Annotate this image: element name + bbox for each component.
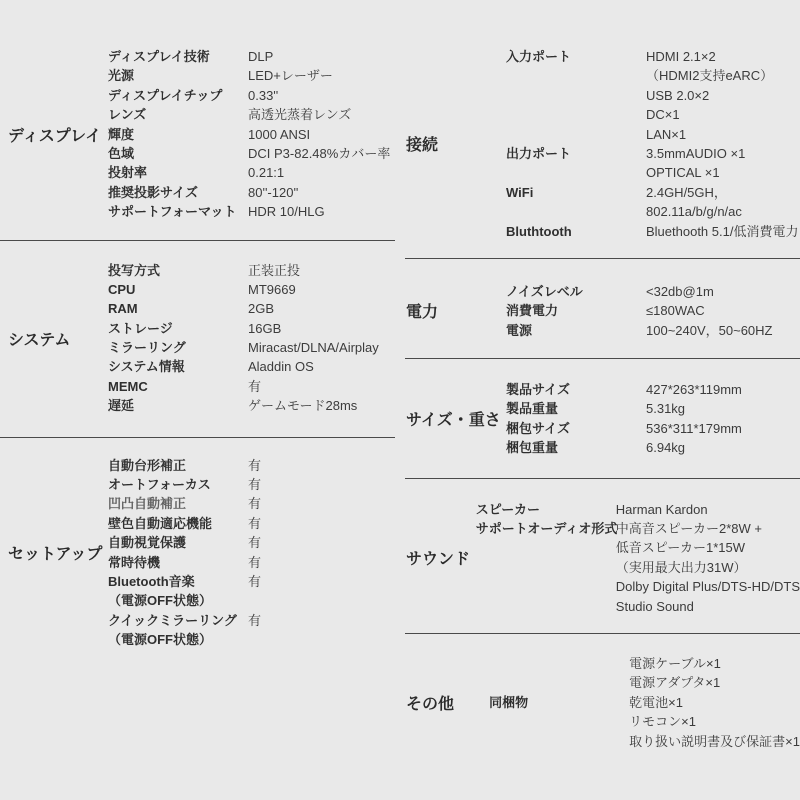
- spec-value-cell: [616, 500, 708, 519]
- spec-label: 投写方式: [108, 262, 161, 278]
- spec-label-cell: [506, 419, 646, 438]
- spec-row: [108, 572, 400, 611]
- spec-value: Bluethooth 5.1/低消費電力: [646, 223, 799, 239]
- spec-row: [506, 282, 800, 301]
- spec-label: 自動台形補正: [108, 457, 187, 473]
- spec-label: スピーカー: [475, 501, 541, 517]
- spec-row: [108, 475, 400, 494]
- spec-value: 有: [248, 515, 262, 531]
- spec-value: 100~240V，50~60HZ: [646, 322, 773, 338]
- spec-rows: [108, 456, 400, 650]
- spec-value: 有: [248, 612, 262, 628]
- section-power: [405, 259, 800, 358]
- spec-value: DLP: [248, 49, 274, 64]
- spec-label: 梱包サイズ: [506, 420, 570, 436]
- spec-label-cell: [108, 572, 248, 611]
- spec-label: 梱包重量: [506, 440, 559, 456]
- spec-label-cell: [506, 438, 646, 457]
- spec-label-cell: [108, 357, 248, 376]
- section-title-others: その他: [406, 695, 455, 713]
- spec-value: OPTICAL ×1: [646, 165, 720, 181]
- spec-label-cell: [108, 105, 248, 124]
- spec-value: 2GB: [248, 301, 275, 317]
- spec-label: 色域: [108, 145, 135, 161]
- spec-value-cell: [248, 514, 261, 533]
- spec-row: [506, 222, 800, 241]
- spec-row: [506, 321, 800, 340]
- spec-value-cell: [248, 533, 261, 552]
- spec-value-cell: [248, 280, 296, 299]
- spec-value-cell: [248, 163, 284, 182]
- spec-value-cell: [248, 66, 333, 85]
- spec-value-cell: [248, 125, 310, 144]
- spec-row: [489, 654, 800, 751]
- spec-label-cell: [108, 280, 248, 299]
- spec-value-cell: [248, 144, 390, 163]
- spec-label: 製品重量: [506, 401, 559, 417]
- spec-label: 常時待機: [108, 554, 161, 570]
- spec-value-cell: [248, 475, 261, 494]
- spec-row: [108, 514, 400, 533]
- spec-label: 光源: [108, 68, 135, 84]
- spec-label: 電源: [506, 322, 533, 338]
- spec-value: HDR 10/HLG: [248, 204, 325, 220]
- spec-row: [476, 500, 800, 519]
- spec-value-cell: [248, 299, 274, 318]
- spec-value: 正装正投: [248, 262, 301, 278]
- spec-label-cell: [108, 202, 248, 221]
- spec-label: 壁色自動適応機能: [108, 515, 213, 531]
- spec-value-cell: [646, 321, 772, 340]
- spec-rows: [489, 654, 800, 751]
- spec-row: [108, 299, 400, 318]
- section-title-setup: セットアップ: [8, 546, 103, 564]
- spec-row: [108, 202, 400, 221]
- spec-label-cell: [108, 475, 248, 494]
- spec-row: [506, 399, 800, 418]
- spec-row: [108, 553, 400, 572]
- spec-label-note: （電源OFF状態）: [108, 632, 212, 648]
- spec-value: （HDMI2支持eARC）: [646, 68, 774, 84]
- spec-value-cell: [646, 183, 742, 222]
- spec-row: [108, 357, 400, 376]
- spec-row: [506, 47, 800, 144]
- spec-value: 1000 ANSI: [248, 126, 311, 142]
- spec-value-cell: [646, 144, 745, 183]
- spec-value-cell: [248, 396, 357, 415]
- spec-label: ミラーリング: [108, 340, 186, 356]
- spec-value-cell: [248, 86, 278, 105]
- spec-value: 中高音スピーカー2*8W +: [615, 521, 763, 537]
- spec-value: 有: [248, 378, 262, 394]
- spec-row: [506, 419, 800, 438]
- spec-value: 427*263*119mm: [646, 382, 742, 398]
- spec-label-cell: [108, 183, 248, 202]
- section-size-weight: [405, 359, 800, 478]
- spec-label: サポートフォーマット: [108, 204, 237, 220]
- spec-value: 電源ケーブル×1: [629, 655, 721, 671]
- spec-value: 低音スピーカー1*15W: [615, 540, 746, 556]
- spec-value-cell: [248, 183, 298, 202]
- section-title-sound: サウンド: [406, 551, 471, 569]
- spec-label-cell: [108, 86, 248, 105]
- spec-label: クイックミラーリング: [108, 612, 237, 628]
- spec-row: [108, 261, 400, 280]
- spec-row: [108, 47, 400, 66]
- spec-label-cell: [506, 380, 646, 399]
- spec-value: 有: [248, 573, 262, 589]
- spec-value: 80''-120'': [248, 184, 299, 200]
- spec-label: ディスプレイ技術: [108, 49, 210, 64]
- spec-label: 同梱物: [489, 694, 529, 710]
- spec-row: [108, 280, 400, 299]
- spec-row: [108, 66, 400, 85]
- spec-value-cell: [646, 399, 685, 418]
- spec-label-cell: [489, 654, 629, 751]
- spec-value-cell: [248, 456, 261, 475]
- spec-value-cell: [248, 338, 379, 357]
- spec-value: MT9669: [248, 281, 296, 297]
- section-title-connectivity: 接続: [406, 137, 439, 155]
- spec-value: 電源アダプタ×1: [629, 675, 721, 691]
- spec-row: [506, 301, 800, 320]
- spec-label-cell: [506, 399, 646, 418]
- spec-label-cell: [506, 183, 646, 222]
- spec-value-cell: [248, 377, 261, 396]
- spec-row: [476, 519, 800, 616]
- spec-row: [108, 163, 400, 182]
- spec-value-cell: [248, 357, 314, 376]
- spec-label-cell: [506, 282, 646, 301]
- spec-label: 遅延: [108, 398, 135, 414]
- spec-label: RAM: [108, 301, 138, 317]
- spec-value: 3.5mmAUDIO ×1: [646, 145, 746, 161]
- spec-row: [108, 125, 400, 144]
- spec-value-cell: [248, 105, 351, 124]
- spec-value-cell: [646, 282, 714, 301]
- spec-label: 消費電力: [506, 303, 559, 319]
- spec-label-cell: [506, 144, 646, 183]
- spec-label: 凹凸自動補正: [108, 496, 187, 512]
- spec-label-cell: [108, 338, 248, 357]
- spec-label: 製品サイズ: [506, 382, 570, 398]
- spec-row: [108, 86, 400, 105]
- spec-value-cell: [248, 611, 261, 650]
- spec-label-cell: [108, 47, 248, 66]
- spec-label-cell: [108, 553, 248, 572]
- spec-value: 802.11a/b/g/n/ac: [646, 204, 742, 220]
- spec-label: Bluetooth音楽: [108, 573, 195, 589]
- spec-value: USB 2.0×2: [646, 87, 710, 103]
- spec-value-cell: [646, 419, 742, 438]
- spec-label-note: （電源OFF状態）: [108, 593, 212, 609]
- spec-row: [108, 105, 400, 124]
- spec-label-cell: [108, 299, 248, 318]
- spec-label: Bluthtooth: [506, 223, 572, 239]
- spec-rows: [506, 282, 800, 340]
- spec-label-cell: [108, 261, 248, 280]
- spec-label-cell: [108, 144, 248, 163]
- spec-value: Studio Sound: [615, 598, 694, 614]
- section-system: [0, 241, 400, 437]
- spec-row: [506, 380, 800, 399]
- spec-value: 5.31kg: [646, 401, 686, 417]
- spec-value-cell: [248, 47, 273, 66]
- spec-label-cell: [506, 222, 646, 241]
- spec-value: （実用最大出力31W）: [615, 559, 747, 575]
- spec-row: [108, 396, 400, 415]
- spec-value: 536*311*179mm: [646, 420, 742, 436]
- spec-label-cell: [108, 163, 248, 182]
- section-title-power: 電力: [406, 304, 439, 322]
- spec-value-cell: [629, 654, 800, 751]
- spec-rows: [506, 380, 800, 458]
- spec-value: 6.94kg: [646, 440, 686, 456]
- spec-value: <32db@1m: [646, 283, 714, 299]
- section-connectivity: [405, 0, 800, 258]
- spec-row: [108, 144, 400, 163]
- spec-label-cell: [476, 519, 616, 616]
- spec-value: 有: [248, 457, 262, 473]
- spec-value-cell: [646, 380, 742, 399]
- spec-label-cell: [108, 319, 248, 338]
- spec-rows: [108, 261, 400, 416]
- spec-label: 出力ポート: [506, 145, 572, 161]
- section-title-size-weight: サイズ・重さ: [406, 412, 501, 430]
- spec-label: ノイズレベル: [506, 283, 583, 299]
- spec-value: 有: [248, 554, 262, 570]
- spec-column-right: [400, 0, 800, 800]
- spec-value: 2.4GH/5GH，: [646, 184, 727, 200]
- section-title-system: システム: [8, 331, 71, 349]
- spec-row: [108, 533, 400, 552]
- spec-label: 輝度: [108, 126, 135, 142]
- spec-label-cell: [108, 514, 248, 533]
- spec-label: レンズ: [108, 107, 147, 123]
- spec-value: 取り扱い説明書及び保証書×1: [629, 733, 800, 749]
- spec-row: [506, 438, 800, 457]
- spec-value-cell: [248, 319, 281, 338]
- spec-row: [108, 611, 400, 650]
- spec-label: 推奨投影サイズ: [108, 184, 198, 200]
- spec-rows: [476, 500, 800, 616]
- spec-label: システム情報: [108, 359, 185, 375]
- spec-label-cell: [506, 321, 646, 340]
- spec-value: 0.21:1: [248, 165, 285, 181]
- spec-label-cell: [108, 66, 248, 85]
- spec-label: ストレージ: [108, 320, 173, 336]
- spec-label-cell: [506, 301, 646, 320]
- spec-label: WiFi: [506, 184, 534, 200]
- spec-value-cell: [248, 553, 261, 572]
- spec-label-cell: [108, 611, 248, 650]
- spec-label-cell: [476, 500, 616, 519]
- spec-row: [108, 494, 400, 513]
- spec-value: ゲームモード28ms: [248, 398, 358, 414]
- spec-value: 16GB: [248, 320, 282, 336]
- spec-value: LED+レーザー: [248, 68, 333, 84]
- spec-label: ディスプレイチップ: [108, 87, 223, 103]
- spec-value: リモコン×1: [629, 714, 696, 730]
- spec-value-cell: [646, 47, 773, 144]
- spec-value: LAN×1: [646, 126, 687, 142]
- spec-value-cell: [646, 438, 685, 457]
- spec-value-cell: [248, 261, 300, 280]
- spec-value: 高透光蒸着レンズ: [248, 107, 352, 123]
- spec-label-cell: [108, 377, 248, 396]
- spec-row: [108, 338, 400, 357]
- spec-rows: [108, 47, 400, 222]
- spec-row: [108, 456, 400, 475]
- spec-label: CPU: [108, 281, 136, 297]
- spec-value-cell: [646, 301, 705, 320]
- section-display: [0, 0, 400, 240]
- spec-value: DC×1: [646, 107, 680, 123]
- spec-row: [108, 377, 400, 396]
- section-others: [405, 634, 800, 761]
- spec-label-cell: [506, 47, 646, 144]
- spec-label-cell: [108, 125, 248, 144]
- spec-label-cell: [108, 456, 248, 475]
- spec-value: Miracast/DLNA/Airplay: [248, 340, 379, 356]
- spec-label: 自動視覚保護: [108, 535, 187, 551]
- spec-value: Dolby Digital Plus/DTS-HD/DTS: [615, 579, 800, 595]
- spec-value: Harman Kardon: [615, 501, 708, 517]
- section-setup: [0, 438, 400, 660]
- spec-label: オートフォーカス: [108, 477, 211, 493]
- spec-row: [506, 144, 800, 183]
- spec-label: MEMC: [108, 378, 148, 394]
- spec-value: 乾電池×1: [629, 694, 683, 710]
- spec-row: [108, 183, 400, 202]
- spec-row: [108, 319, 400, 338]
- spec-value: 有: [248, 477, 262, 493]
- spec-value: 有: [248, 496, 262, 512]
- spec-value: Aladdin OS: [248, 359, 314, 375]
- spec-row: [506, 183, 800, 222]
- spec-label-cell: [108, 494, 248, 513]
- spec-rows: [506, 47, 800, 241]
- spec-value-cell: [646, 222, 798, 241]
- section-title-display: ディスプレイ: [8, 127, 102, 145]
- spec-value: DCI P3-82.48%カバー率: [248, 145, 391, 161]
- spec-value: 有: [248, 535, 262, 551]
- spec-value: ≤180WAC: [646, 303, 705, 319]
- spec-label: 入力ポート: [506, 49, 572, 64]
- section-sound: [405, 479, 800, 633]
- spec-value: HDMI 2.1×2: [646, 49, 716, 64]
- spec-label: サポートオーディオ形式: [475, 521, 618, 537]
- spec-value-cell: [248, 572, 261, 611]
- spec-value-cell: [248, 202, 325, 221]
- spec-label: 投射率: [108, 165, 148, 181]
- spec-label-cell: [108, 533, 248, 552]
- spec-value-cell: [248, 494, 261, 513]
- spec-value-cell: [616, 519, 800, 616]
- spec-label-cell: [108, 396, 248, 415]
- spec-value: 0.33'': [248, 87, 279, 103]
